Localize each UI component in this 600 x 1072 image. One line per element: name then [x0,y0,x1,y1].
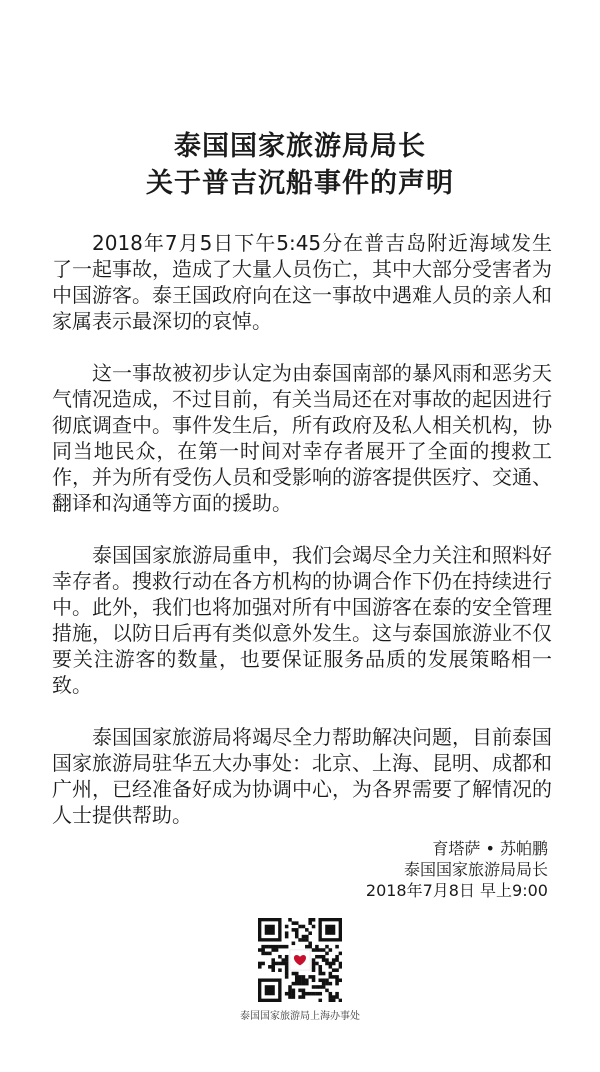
qr-module [308,992,312,996]
qr-module [332,962,336,966]
qr-module [329,975,333,979]
qr-module [285,931,289,935]
qr-module [329,962,333,966]
qr-module [305,978,309,982]
qr-code-icon [258,918,342,1002]
qr-module [285,955,289,959]
qr-module [295,931,299,935]
qr-module [285,972,289,976]
qr-module [282,962,286,966]
qr-module [265,952,269,956]
qr-module [288,995,292,999]
qr-module [322,948,326,952]
qr-module [258,965,262,969]
qr-module [308,945,312,949]
qr-module [305,982,309,986]
qr-module [308,931,312,935]
qr-module [302,975,306,979]
qr-module [261,962,265,966]
qr-module [302,925,306,929]
qr-module [268,952,272,956]
qr-module [298,978,302,982]
qr-module [292,992,296,996]
qr-module [335,992,339,996]
qr-module [302,995,306,999]
qr-module [308,942,312,946]
qr-module [302,992,306,996]
qr-module [275,962,279,966]
qr-module [315,992,319,996]
qr-module [325,952,329,956]
qr-module [318,965,322,969]
qr-module [298,938,302,942]
qr-module [308,921,312,925]
qr-module [332,968,336,972]
qr-module [318,972,322,976]
qr-module [282,958,286,962]
signatory-name: 育塔萨 • 苏帕鹏 [432,839,548,858]
qr-module [312,975,316,979]
qr-module [285,958,289,962]
qr-module [325,989,329,993]
qr-module [329,999,333,1002]
qr-module [292,921,296,925]
qr-module [295,928,299,932]
qr-module [298,989,302,993]
qr-module [285,992,289,996]
qr-module [332,958,336,962]
title-line-2: 关于普吉沉船事件的声明 [146,168,454,199]
qr-module [329,948,333,952]
qr-module [298,995,302,999]
qr-module [315,955,319,959]
qr-module [312,992,316,996]
qr-module [305,928,309,932]
qr-module [318,992,322,996]
qr-module [292,928,296,932]
qr-module [315,945,319,949]
qr-module [318,968,322,972]
qr-module [285,975,289,979]
paragraph-2: 这一事故被初步认定为由泰国南部的暴风雨和恶劣天气情况造成，不过目前，有关当局还在对事故的起因进行彻底调查中。事件发生后，所有政府及私人相关机构，协同当地民众，在第一时间对幸存者展开了全面的搜救工作，并为所有受伤人员和受影响的游客提供医疗、交通、翻译和沟通等方面的援助。 [52,361,552,515]
qr-module [268,945,272,949]
qr-module [271,945,275,949]
qr-module [322,985,326,989]
statement-body [52,230,552,854]
qr-module [258,948,262,952]
qr-module [271,968,275,972]
qr-module [322,978,326,982]
qr-module [335,958,339,962]
qr-module [302,938,306,942]
qr-finder-pattern [265,985,275,995]
qr-module [295,935,299,939]
qr-module [295,978,299,982]
qr-module [298,975,302,979]
qr-module [302,982,306,986]
qr-module [325,982,329,986]
qr-finder-pattern [265,925,275,935]
qr-module [318,999,322,1002]
qr-module [285,945,289,949]
signature-date: 2018年7月8日 早上9:00 [365,881,548,900]
paragraph-3: 泰国国家旅游局重申，我们会竭尽全力关注和照料好幸存者。搜救行动在各方机构的协调合作下仍在持续进行中。此外，我们也将加强对所有中国游客在泰的安全管理措施，以防日后再有类似意外发生。这与泰国旅游业不仅要关注游客的数量，也要保证服务品质的发展策略相一致。 [52,543,552,697]
qr-module [339,952,342,956]
qr-module [275,948,279,952]
qr-module [329,995,333,999]
qr-module [292,995,296,999]
qr-module [288,918,292,922]
qr-module [288,989,292,993]
qr-module [335,968,339,972]
qr-module [308,975,312,979]
qr-module [339,999,342,1002]
document-title [0,128,600,202]
qr-module [288,992,292,996]
qr-module [322,958,326,962]
signature-block [366,838,548,901]
qr-module [285,935,289,939]
title-line-1: 泰国国家旅游局局长 [174,131,426,162]
qr-module [329,992,333,996]
qr-module [325,958,329,962]
qr-module [339,965,342,969]
qr-module [268,965,272,969]
qr-module [335,955,339,959]
qr-module [308,918,312,922]
qr-module [285,962,289,966]
qr-module [329,965,333,969]
qr-module [278,945,282,949]
signatory-position: 泰国国家旅游局局长 [403,860,548,879]
qr-module [292,982,296,986]
qr-module [305,992,309,996]
qr-module [271,948,275,952]
qr-module [312,965,316,969]
qr-module [282,945,286,949]
qr-module [335,982,339,986]
qr-module [325,978,329,982]
paragraph-1: 2018年7月5日下午5:45分在普吉岛附近海域发生了一起事故，造成了大量人员伤亡，其中大部分受害者为中国游客。泰王国政府向在这一事故中遇难人员的亲人和家属表示最深切的哀悼。 [52,231,552,333]
qr-module [258,962,262,966]
qr-module [261,945,265,949]
qr-module [305,938,309,942]
qr-module [312,968,316,972]
qr-module [261,952,265,956]
qr-module [288,985,292,989]
qr-module [318,948,322,952]
qr-module [302,989,306,993]
qr-module [312,985,316,989]
qr-code[interactable] [258,918,342,1002]
qr-module [339,978,342,982]
qr-module [292,942,296,946]
qr-module [298,982,302,986]
qr-module [285,965,289,969]
qr-module [335,975,339,979]
qr-caption: 泰国国家旅游局上海办事处 [240,1011,360,1022]
qr-module [318,955,322,959]
qr-module [318,978,322,982]
qr-module [329,972,333,976]
qr-module [278,962,282,966]
qr-module [292,989,296,993]
qr-module [312,962,316,966]
qr-module [312,948,316,952]
qr-module [265,945,269,949]
qr-module [271,962,275,966]
qr-module [335,978,339,982]
qr-module [312,918,316,922]
qr-module [305,945,309,949]
qr-module [312,958,316,962]
qr-module [271,958,275,962]
qr-module [298,925,302,929]
qr-module [325,945,329,949]
qr-finder-pattern [325,925,335,935]
qr-module [315,948,319,952]
qr-module [302,978,306,982]
qr-module [295,972,299,976]
qr-module [332,999,336,1002]
qr-module [332,975,336,979]
qr-module [271,965,275,969]
qr-module [278,968,282,972]
qr-module [322,955,326,959]
qr-module [261,948,265,952]
qr-module [332,995,336,999]
qr-module [318,985,322,989]
qr-module [312,925,316,929]
qr-module [339,962,342,966]
qr-module [322,972,326,976]
qr-module [315,985,319,989]
qr-module [322,982,326,986]
qr-module [295,982,299,986]
qr-module [278,955,282,959]
qr-module [295,975,299,979]
qr-module [325,962,329,966]
qr-module [335,995,339,999]
qr-module [285,925,289,929]
qr-module [335,945,339,949]
qr-module [305,935,309,939]
qr-module [329,982,333,986]
qr-module [302,935,306,939]
paragraph-4: 泰国国家旅游局将竭尽全力帮助解决问题，目前泰国国家旅游局驻华五大办事处：北京、上海、昆明、成都和广州，已经准备好成为协调中心，为各界需要了解情况的人士提供帮助。 [52,725,552,827]
qr-module [295,921,299,925]
qr-module [312,978,316,982]
qr-module [285,968,289,972]
qr-module [275,945,279,949]
qr-module [292,972,296,976]
qr-module [315,962,319,966]
